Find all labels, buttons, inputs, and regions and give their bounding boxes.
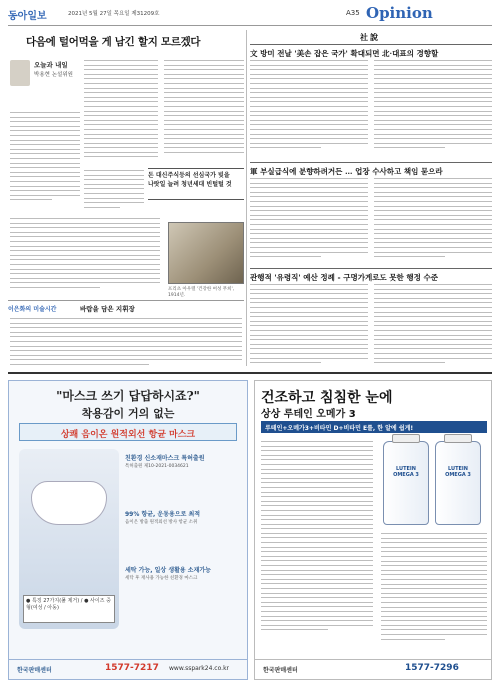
bottle-cap <box>444 434 472 443</box>
column-series-name: 오늘과 내일 <box>34 61 68 69</box>
mask-spec-badge: ● 특징 27가지(풀 제거) / ● 사이즈 중형(여성 / 아동) <box>23 595 115 623</box>
issue-dateline: 2021년 5월 27일 목요일 제31209호 <box>68 11 160 17</box>
author-byline <box>10 60 80 106</box>
ad-feature-title: 친환경 신소재마스크 특허출원 <box>125 455 205 462</box>
art-column-header <box>8 300 244 314</box>
bottle-label: LUTEIN OMEGA 3 <box>393 466 419 478</box>
ad-website[interactable]: www.sspark24.co.kr <box>169 665 230 672</box>
author-photo <box>10 60 30 86</box>
newspaper-logo: 동아일보 <box>8 11 47 22</box>
painting-image <box>168 222 244 284</box>
column-left <box>8 30 244 370</box>
ad-product-bar: 루테인+오메가3+비타민 D+비타민 E를, 한 알에 쉽게! <box>261 421 487 433</box>
column-divider <box>246 30 247 366</box>
column-body-text <box>164 60 244 164</box>
bottle-label: LUTEIN OMEGA 3 <box>445 466 471 478</box>
ad-feature-desc: 세탁 후 재사용 가능한 친환경 마스크 <box>125 576 198 581</box>
supplement-bottle-image <box>383 441 429 525</box>
ad-contact-row <box>255 659 491 679</box>
editorial-title[interactable]: 文 방미 전날 '美손 잡은 국가' 확대되면 北·대표의 경향할 <box>250 44 492 59</box>
author-name: 박용현 논설위원 <box>34 72 73 78</box>
art-column-title[interactable]: 바람을 담은 지휘장 <box>80 305 135 313</box>
editorial-title[interactable]: 軍 부실급식에 분향하려거든 … 업장 수사하고 책임 묻으라 <box>250 162 492 177</box>
art-column-series: 이은화의 미술시간 <box>8 306 57 313</box>
column-body-text <box>10 112 80 212</box>
editorial-body <box>250 178 368 262</box>
ad-slogan: "마스크 쓰기 답답하시죠?" <box>56 389 200 403</box>
ad-subheadline: 상상 루테인 오메가 3 <box>261 409 356 420</box>
ad-body-text <box>381 533 487 651</box>
ad-headline: 건조하고 침침한 눈에 <box>261 390 393 406</box>
section-title: Opinion <box>366 4 433 22</box>
painting-caption: 프리츠 아우렐 '건강한 여성 무희', 1914년. <box>168 287 235 298</box>
column-body-text <box>10 218 160 296</box>
ad-brand: 한국판매센터 <box>17 667 52 674</box>
ad-phone-number[interactable]: 1577-7296 <box>405 663 459 673</box>
editorial-title[interactable]: 관행적 '유령직' 예산 정례 - 구명가게로도 못한 행정 수준 <box>250 268 492 283</box>
pull-quote-line: 돈 대신주식등의 선심국가 빚을 <box>148 172 230 179</box>
column-title[interactable]: 다음에 털어먹을 게 남긴 할지 모르겠다 <box>26 36 201 48</box>
editorial-body <box>374 178 492 262</box>
lutein-advertisement[interactable] <box>254 380 492 680</box>
ad-body-text <box>261 441 373 651</box>
newspaper-masthead <box>8 4 492 26</box>
ad-feature-title: 99% 항균, 운동용으로 최적 <box>125 511 201 518</box>
bottle-cap <box>392 434 420 443</box>
ad-feature-desc: 특허출원 제10-2021-0034621 <box>125 464 189 469</box>
pull-quote-line: 나랏일 늘려 청년세대 빈털털 것 <box>148 180 232 188</box>
ad-subtitle: 착용감이 거의 없는 <box>81 407 175 420</box>
editorial-tag: 社說 <box>360 32 380 42</box>
ad-feature-desc: 음이온 방출 원적외선 방사 항균 소취 <box>125 520 198 525</box>
ad-contact-row <box>9 659 247 679</box>
column-body-text <box>84 170 144 214</box>
ad-banner: 상쾌 음이온 원적외선 항균 마스크 <box>19 423 237 441</box>
ad-brand: 한국판매센터 <box>263 667 298 674</box>
column-body-text <box>84 60 158 168</box>
advertisement-area <box>8 372 492 684</box>
editorial-body <box>250 284 368 368</box>
editorial-body <box>250 60 368 156</box>
editorial-body <box>374 60 492 156</box>
pull-quote <box>148 168 244 200</box>
mask-advertisement[interactable] <box>8 380 248 680</box>
editorial-column <box>250 30 492 370</box>
supplement-bottle-image <box>435 441 481 525</box>
ad-phone-number[interactable]: 1577-7217 <box>105 663 159 673</box>
ad-feature-title: 세탁 가능, 일상 생활용 소재가능 <box>125 567 211 574</box>
art-column-body <box>10 318 242 368</box>
editorial-body <box>374 284 492 368</box>
mask-icon <box>31 481 107 525</box>
page-number: A35 <box>346 9 360 17</box>
